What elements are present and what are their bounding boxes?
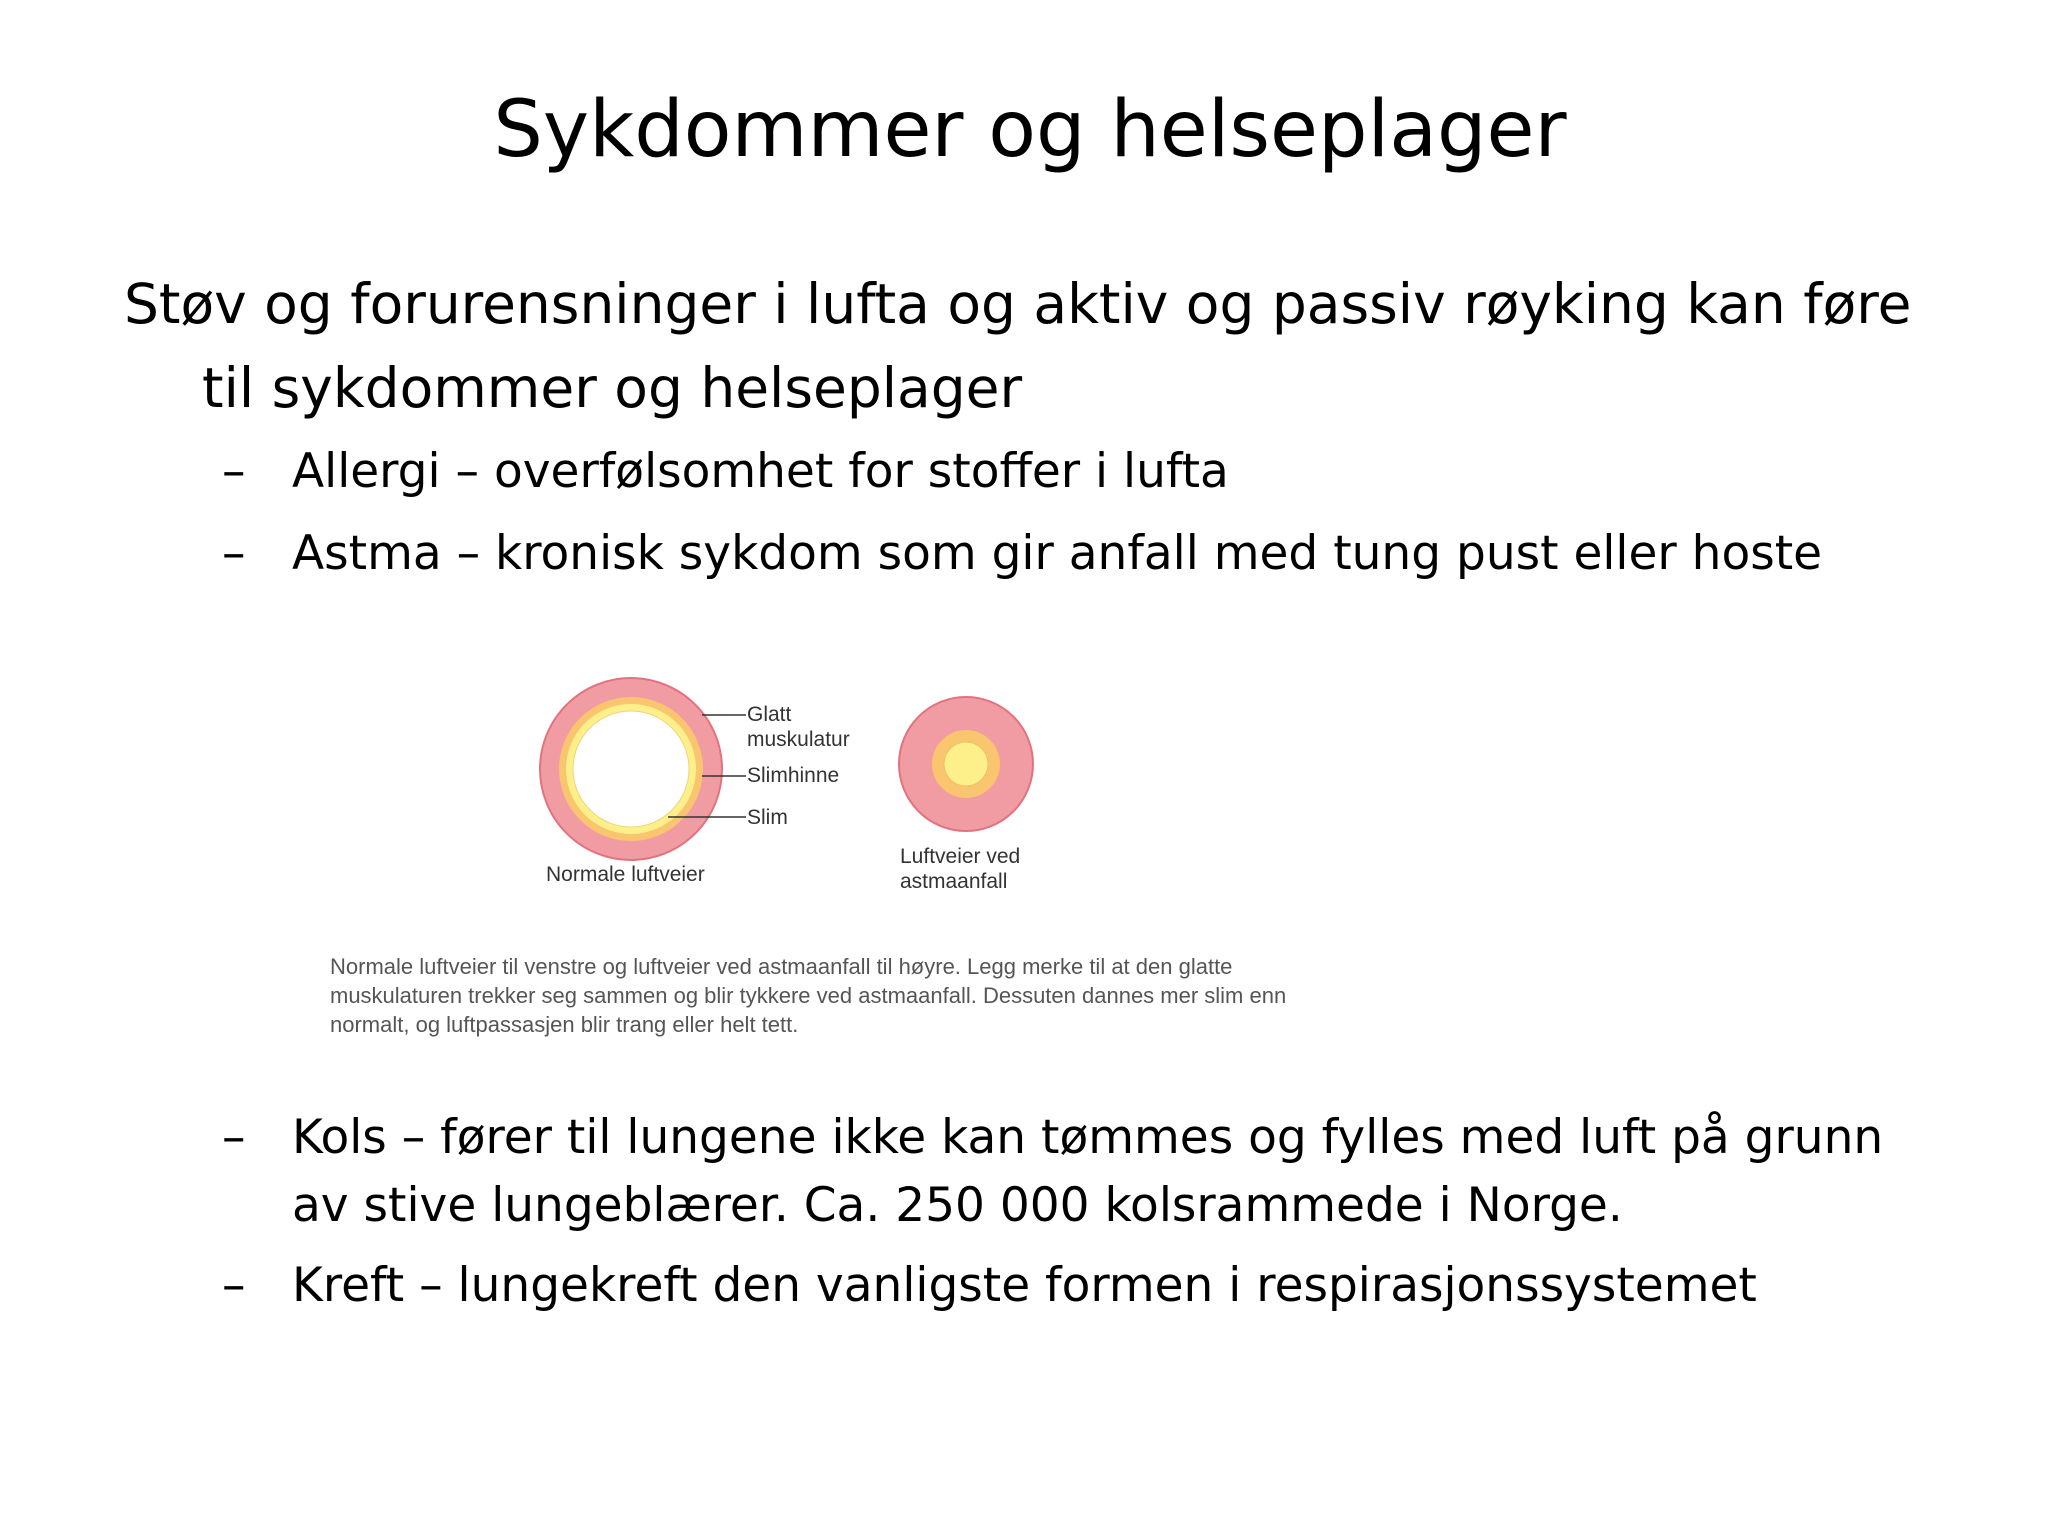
- bullet-allergi: [222, 438, 1229, 506]
- label-glatt-line-2: muskulatur: [747, 728, 850, 751]
- label-astma-line-2: astmaanfall: [900, 870, 1008, 893]
- label-slimhinne: Slimhinne: [747, 764, 840, 787]
- main-point-line-2: til sykdommer og helseplager: [202, 356, 1023, 420]
- bullet-dash: –: [222, 526, 246, 581]
- main-point-line-1: Støv og forurensninger i lufta og aktiv og passiv røyking kan føre: [124, 272, 1912, 336]
- bullet-text: Allergi – overfølsomhet for stoffer i lufta: [292, 444, 1229, 499]
- slide-title: Sykdommer og helseplager: [493, 85, 1567, 175]
- label-normale-luftveier: Normale luftveier: [546, 863, 705, 886]
- label-astma-line-1: Luftveier ved: [900, 845, 1021, 868]
- label-glatt-muskulatur: [747, 702, 850, 752]
- figure-caption: Normale luftveier til venstre og luftveier ved astmaanfall til høyre. Legg merke til at den glatte muskulaturen trekker seg sammen og blir tykkere ved astmaanfall. Dessuten dannes mer slim enn normalt, og luftpassasjen blir trang eller helt tett.: [330, 954, 1287, 1037]
- label-glatt-line-1: Glatt: [747, 703, 792, 726]
- bullet-text: Kols – fører til lungene ikke kan tømmes og fylles med luft på grunn av stive lungeblærer. Ca. 250 000 kolsrammede i Norge.: [292, 1110, 1884, 1233]
- bullet-dash: –: [222, 1110, 246, 1165]
- main-point: [124, 262, 1944, 430]
- label-astma-luftveier: [900, 844, 1020, 894]
- bullet-dash: –: [222, 1258, 246, 1313]
- bullet-kreft: [222, 1252, 1757, 1320]
- bullet-astma: [222, 520, 1822, 588]
- normal-lumen: [573, 711, 689, 827]
- label-slim: Slim: [747, 806, 788, 829]
- asthma-mucus-layer: [944, 742, 988, 786]
- airway-figure: [520, 660, 1080, 910]
- bullet-dash: –: [222, 444, 246, 499]
- bullet-kols: [222, 1104, 1952, 1240]
- bullet-text: Kreft – lungekreft den vanligste formen i respirasjonssystemet: [292, 1258, 1757, 1313]
- bullet-text: Astma – kronisk sykdom som gir anfall med tung pust eller hoste: [292, 526, 1823, 581]
